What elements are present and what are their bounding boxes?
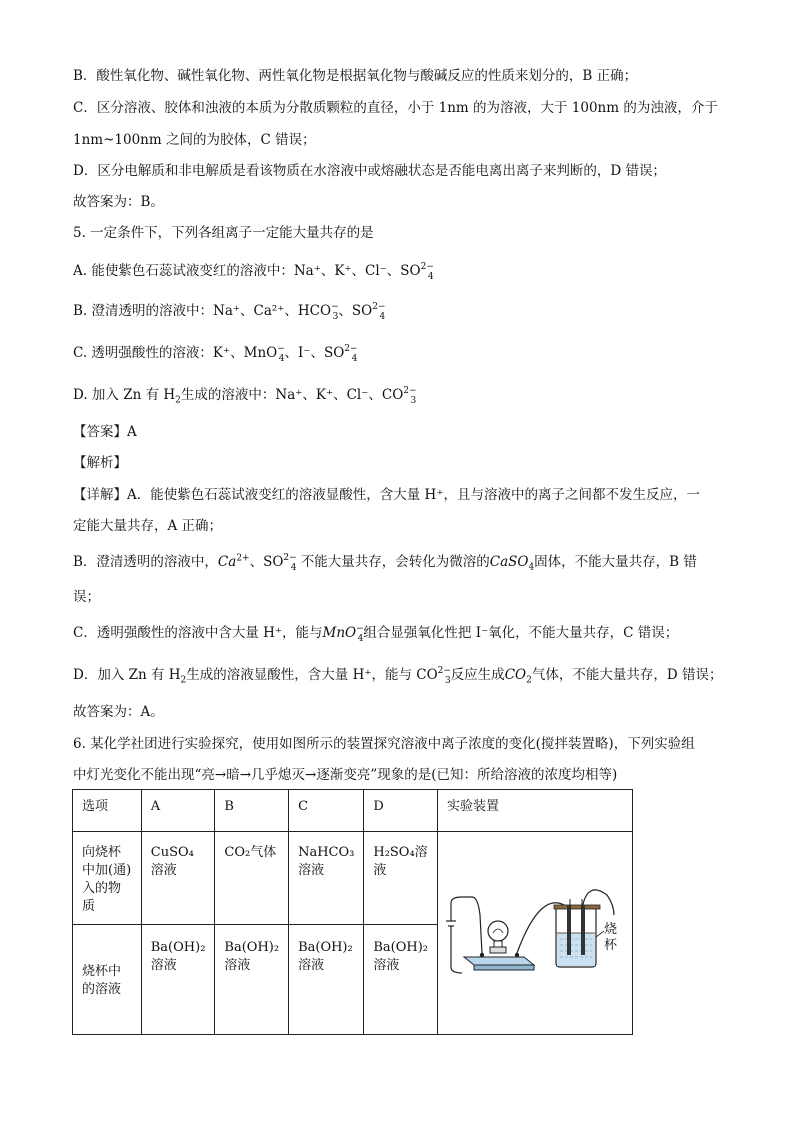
q5-detail-c-text1: C．透明强酸性的溶液中含大量 H⁺，能与 — [73, 625, 323, 641]
row2-cell-a: Ba(OH)₂溶液 — [141, 925, 215, 1035]
q5-detail-b-text1: B．澄清透明的溶液中， — [73, 554, 218, 570]
q5-detail-b-text4: 固体，不能大量共存，B 错 — [534, 554, 697, 570]
q5-detail-a-line1: 【详解】A．能使紫色石蕊试液变红的溶液显酸性，含大量 H⁺，且与溶液中的离子之间都不发生反应，一 — [73, 487, 700, 503]
row1-cell-d: H₂SO₄溶液 — [364, 832, 438, 925]
q5-option-d-text: D. 加入 Zn 有 H — [73, 387, 176, 403]
q5-option-c-text2: 、I⁻、SO — [284, 345, 345, 361]
table-header-cell: 实验装置 — [438, 790, 633, 832]
q5-final-answer: 故答案为：A。 — [73, 704, 164, 720]
beaker-label: 烧 杯 — [604, 922, 618, 953]
carbonate-ion: $^{2-}_3$ — [403, 386, 417, 406]
q5-detail-d: D．加入 Zn 有 $H_2$生成的溶液显酸性，含大量 H⁺，能与 $CO^{2-}_3$反应生成$CO_2$气体，不能大量共存，D 错误； — [73, 666, 723, 686]
table-header-cell: C — [289, 790, 364, 832]
q5-detail-d-text4: 气体，不能大量共存，D 错误； — [531, 667, 723, 683]
q5-detail-d-text2: 生成的溶液显酸性，含大量 H⁺，能与 CO — [186, 667, 438, 683]
q5-analysis-tag: 【解析】 — [73, 455, 127, 471]
q6-stem-line2: 中灯光变化不能出现“亮→暗→几乎熄灭→逐渐变亮”现象的是(已知：所给溶液的浓度均相等) — [73, 767, 618, 783]
sulfate-ion: $^{2-}_4$ — [344, 344, 358, 364]
q5-option-d-text2: 生成的溶液中：Na⁺、K⁺、Cl⁻、CO — [180, 387, 404, 403]
q5-option-b-text: B. 澄清透明的溶液中：Na⁺、Ca²⁺、HCO — [73, 303, 332, 319]
row2-cell-b: Ba(OH)₂溶液 — [215, 925, 289, 1035]
q5-option-b-text2: 、SO — [338, 303, 373, 319]
apparatus-diagram — [442, 875, 628, 985]
permanganate-ion: −$_4$ — [356, 624, 364, 644]
sulfate-ion: $^{2-}_4$ — [372, 302, 386, 322]
sulfate-ion: $^{2-}_4$ — [283, 553, 297, 573]
table-header-cell: D — [364, 790, 438, 832]
apparatus-cell — [438, 832, 633, 1035]
table-header-cell: A — [141, 790, 215, 832]
q5-detail-b-line2: 误； — [73, 589, 100, 605]
row2-cell-c: Ba(OH)₂溶液 — [289, 925, 364, 1035]
q5-option-c — [73, 344, 357, 364]
q5-stem: 5. 一定条件下，下列各组离子一定能大量共存的是 — [73, 225, 374, 241]
row1-cell-a: CuSO₄溶液 — [141, 832, 215, 925]
row2-label: 烧杯中的溶液 — [73, 925, 142, 1035]
sulfate-ion: $^{2-}_4$ — [420, 262, 434, 282]
carbonate-ion: $^{2-}_3$ — [437, 666, 451, 686]
explanation-d: D．区分电解质和非电解质是看该物质在水溶液中或熔融状态是否能电离出离子来判断的，D 错误； — [73, 163, 666, 179]
row1-cell-b: CO₂气体 — [215, 832, 289, 925]
answer-previous: 故答案为：B。 — [73, 194, 164, 210]
q5-detail-b-text2: 、SO — [249, 554, 284, 570]
q6-options-table — [72, 789, 633, 1035]
explanation-c-line2: 1nm~100nm 之间的为胶体，C 错误； — [73, 132, 316, 148]
q5-detail-d-text1: D．加入 Zn 有 H — [73, 667, 181, 683]
permanganate-ion: −$_4$ — [277, 344, 285, 364]
q5-detail-c: C．透明强酸性的溶液中含大量 H⁺，能与MnO−$_4$组合显强氧化性把 I⁻氧化，不能大量共存，C 错误； — [73, 624, 679, 644]
q6-stem-line1: 6. 某化学社团进行实验探究，使用如图所示的装置探究溶液中离子浓度的变化(搅拌装置略)，下列实验组 — [73, 736, 695, 752]
q5-answer: 【答案】A — [73, 424, 137, 440]
table-header-cell: B — [215, 790, 289, 832]
bicarbonate-ion: −$_3$ — [331, 302, 339, 322]
q5-option-b — [73, 302, 385, 322]
q5-option-a-text: A. 能使紫色石蕊试液变红的溶液中：Na⁺、K⁺、Cl⁻、SO — [73, 263, 421, 279]
q5-option-c-text: C. 透明强酸性的溶液：K⁺、MnO — [73, 345, 278, 361]
table-header-cell: 选项 — [73, 790, 142, 832]
q5-option-d: D. 加入 Zn 有 $H_2$生成的溶液中：Na⁺、K⁺、Cl⁻、$CO^{2-}_3$ — [73, 386, 417, 406]
row2-cell-d: Ba(OH)₂溶液 — [364, 925, 438, 1035]
explanation-c-line1: C．区分溶液、胶体和浊液的本质为分散质颗粒的直径，小于 1nm 的为溶液，大于 100nm 的为浊液，介于 — [73, 100, 718, 116]
q5-detail-a-line2: 定能大量共存，A 正确； — [73, 518, 223, 534]
q5-detail-c-text2: 组合显强氧化性把 I⁻氧化，不能大量共存，C 错误； — [363, 625, 679, 641]
q5-detail-b-text3: 不能大量共存，会转化为微溶的 — [296, 554, 490, 570]
q5-detail-d-text3: 反应生成 — [450, 667, 505, 683]
row1-label: 向烧杯中加(通)入的物质 — [73, 832, 142, 925]
row1-cell-c: NaHCO₃溶液 — [289, 832, 364, 925]
q5-option-a — [73, 262, 434, 282]
explanation-b: B．酸性氧化物、碱性氧化物、两性氧化物是根据氧化物与酸碱反应的性质来划分的，B 正确； — [73, 68, 638, 84]
q5-detail-b-line1: B．澄清透明的溶液中，$Ca^{2+}$、$SO^{2-}_4$ 不能大量共存，会转化为微溶的CaSO$_4$固体，不能大量共存，B 错 — [73, 553, 697, 573]
